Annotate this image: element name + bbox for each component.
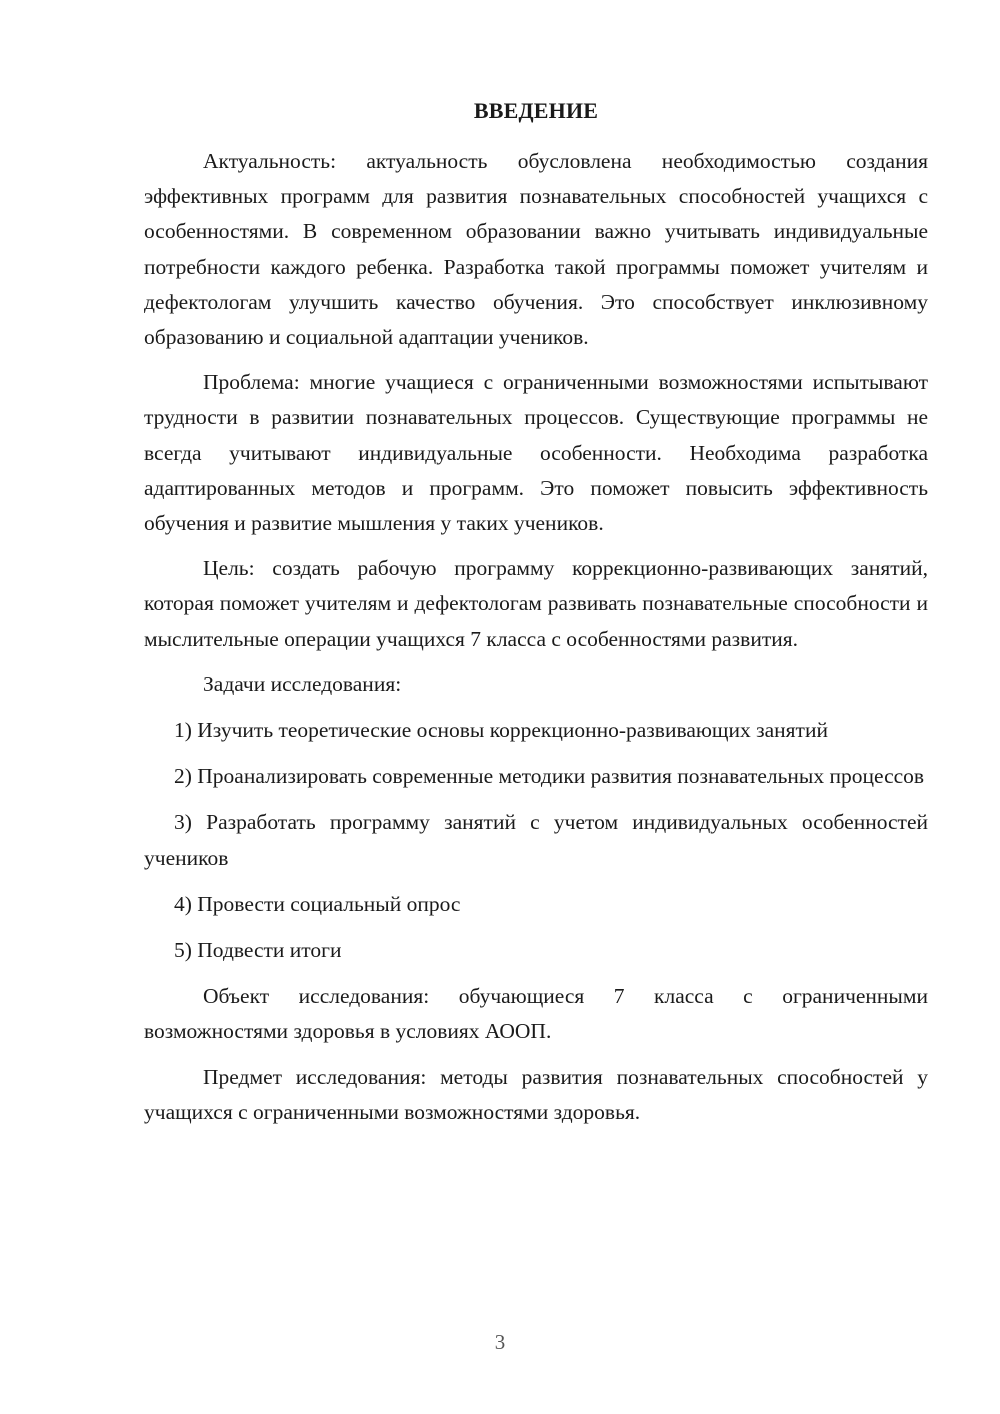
- page-number: 3: [494, 1330, 506, 1354]
- paragraph-problem: Проблема: многие учащиеся с ограниченными возможностями испытывают трудности в развитии познавательных процессов. Существующие программы не всегда учитывают индивидуальные особенности. Необходима разработка адаптированных методов и программ. Это поможет повысить эффективность обучения и развитие мышления у таких учеников.: [144, 370, 928, 536]
- paragraph-goal: Цель: создать рабочую программу коррекционно-развивающих занятий, которая поможет учителям и дефектологам развивать познавательные способности и мыслительные операции учащихся 7 класса с особенностями развития.: [144, 556, 928, 651]
- paragraph-subject: Предмет исследования: методы развития познавательных способностей у учащихся с ограниченными возможностями здоровья.: [144, 1064, 928, 1124]
- task-item: 3) Разработать программу занятий с учетом индивидуальных особенностей учеников: [144, 810, 928, 870]
- task-item: 4) Провести социальный опрос: [174, 891, 461, 916]
- task-item: 5) Подвести итоги: [174, 938, 342, 963]
- paragraph-object: Объект исследования: обучающиеся 7 класса с ограниченными возможностями здоровья в условиях АООП.: [144, 984, 928, 1044]
- task-item: 1) Изучить теоретические основы коррекционно-развивающих занятий: [174, 718, 828, 743]
- tasks-list: [144, 713, 928, 968]
- task-item: 2) Проанализировать современные методики развития познавательных процессов: [174, 764, 925, 789]
- tasks-heading: Задачи исследования:: [203, 671, 402, 696]
- document-page: [144, 93, 928, 1140]
- paragraph-relevance: Актуальность: актуальность обусловлена необходимостью создания эффективных программ для развития познавательных способностей учащихся с особенностями. В современном образовании важно учитывать индивидуальные потребности каждого ребенка. Разработка такой программы поможет учителям и дефектологам улучшить качество обучения. Это способствует инклюзивному образованию и социальной адаптации учеников.: [144, 149, 928, 350]
- page-title: ВВЕДЕНИЕ: [473, 98, 599, 123]
